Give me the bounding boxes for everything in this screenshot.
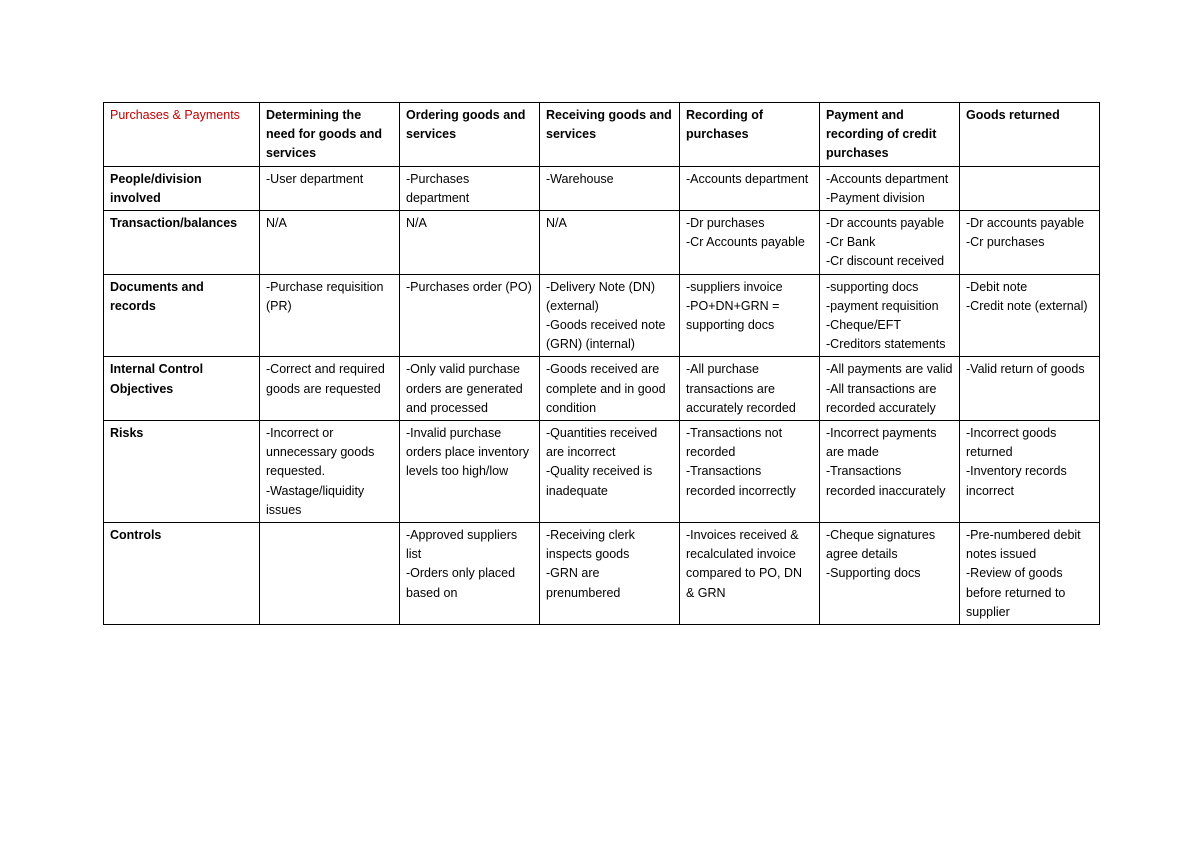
cell-text: -Cr Bank [826, 235, 876, 250]
cell-text: N/A [406, 216, 427, 231]
table-cell [680, 211, 820, 275]
cell-text: -Goods received note (GRN) (internal) [546, 318, 666, 352]
cell-text: -Cr discount received [826, 254, 945, 269]
cell-text: -Creditors statements [826, 337, 946, 352]
cell-text: N/A [546, 216, 567, 231]
cell-text: -Receiving clerk inspects goods [546, 528, 635, 562]
table-cell [540, 421, 680, 523]
table-cell [960, 166, 1100, 210]
cell-text: -Purchase requisition (PR) [266, 279, 384, 313]
table-cell [260, 421, 400, 523]
table-cell [960, 421, 1100, 523]
cell-text: -Transactions not recorded [686, 426, 783, 460]
cell-text: -Cheque/EFT [826, 318, 902, 333]
cell-text: -Approved suppliers list [406, 528, 518, 562]
table-row [104, 421, 1100, 523]
table-cell [540, 523, 680, 625]
table-cell [260, 166, 400, 210]
cell-text: -All payments are valid [826, 362, 953, 377]
table-row [104, 166, 1100, 210]
column-header-4: Recording of purchases [680, 103, 820, 167]
table-cell [680, 523, 820, 625]
table-cell [260, 274, 400, 357]
table-cell [400, 421, 540, 523]
row-label: People/division involved [104, 166, 260, 210]
cell-text: -Purchases order (PO) [406, 279, 532, 294]
cell-text: -Quantities received are incorrect [546, 426, 658, 460]
table-cell [680, 166, 820, 210]
table-cell [400, 166, 540, 210]
table-cell [960, 211, 1100, 275]
table-row [104, 211, 1100, 275]
table-cell [540, 211, 680, 275]
table-cell [960, 274, 1100, 357]
cell-text: -Cr Accounts payable [686, 235, 805, 250]
cell-text: -Accounts department [686, 171, 809, 186]
cell-text: -User department [266, 171, 364, 186]
cell-text: -Accounts department [826, 171, 949, 186]
cell-text: -Payment division [826, 190, 925, 205]
table-cell [400, 274, 540, 357]
cell-text: -Wastage/liquidity issues [266, 483, 365, 517]
row-label: Internal Control Objectives [104, 357, 260, 421]
column-header-6: Goods returned [960, 103, 1100, 167]
cell-text: -Delivery Note (DN)(external) [546, 279, 656, 313]
table-cell [820, 421, 960, 523]
cell-text: -Inventory records incorrect [966, 464, 1067, 498]
cell-text: -All transactions are recorded accurately [826, 381, 937, 415]
column-header-3: Receiving goods and services [540, 103, 680, 167]
table-cell [540, 357, 680, 421]
table-cell [260, 211, 400, 275]
cell-text: -GRN are prenumbered [546, 566, 621, 600]
table-cell [820, 357, 960, 421]
cell-text: -Dr accounts payable [966, 216, 1085, 231]
table-cell [820, 523, 960, 625]
table-cell [820, 166, 960, 210]
table-cell [400, 357, 540, 421]
cell-text: -Correct and required goods are requested [266, 362, 385, 396]
table-cell [260, 357, 400, 421]
table-title: Purchases & Payments [104, 103, 260, 167]
row-label: Documents and records [104, 274, 260, 357]
cell-text: -Transactions recorded incorrectly [686, 464, 796, 498]
cell-text: -Cheque signatures agree details [826, 528, 936, 562]
cell-text: -suppliers invoice [686, 279, 783, 294]
table-cell [260, 523, 400, 625]
cell-text: -Review of goods before returned to supplier [966, 566, 1066, 619]
table-cell [960, 523, 1100, 625]
cell-text: -supporting docs [826, 279, 919, 294]
cell-text: -Goods received are complete and in good condition [546, 362, 666, 415]
column-header-2: Ordering goods and services [400, 103, 540, 167]
row-label: Transaction/balances [104, 211, 260, 275]
row-label: Risks [104, 421, 260, 523]
header-row [104, 103, 1100, 167]
table-cell [820, 274, 960, 357]
cell-text: -Dr purchases [686, 216, 765, 231]
cell-text: -Only valid purchase orders are generated and processed [406, 362, 523, 415]
cell-text: -payment requisition [826, 298, 939, 313]
cell-text: -Pre-numbered debit notes issued [966, 528, 1081, 562]
table-cell [680, 357, 820, 421]
cell-text: -Supporting docs [826, 566, 921, 581]
cell-text: -Dr accounts payable [826, 216, 945, 231]
table-cell [400, 523, 540, 625]
cell-text: -Credit note (external) [966, 298, 1088, 313]
cell-text: N/A [266, 216, 287, 231]
cell-text: -Orders only placed based on [406, 566, 516, 600]
cell-text: -Invalid purchase orders place inventory levels too high/low [406, 426, 529, 479]
cell-text: -All purchase transactions are accurately recorded [686, 362, 796, 415]
cell-text: -PO+DN+GRN = supporting docs [686, 298, 780, 333]
cell-text: -Valid return of goods [966, 362, 1085, 377]
cell-text: -Warehouse [546, 171, 614, 186]
table-cell [960, 357, 1100, 421]
cell-text: -Incorrect or unnecessary goods requested. [266, 426, 375, 479]
cell-text: -Quality received is inadequate [546, 464, 653, 498]
purchases-payments-table [103, 102, 1100, 625]
table-row [104, 357, 1100, 421]
table-cell [540, 274, 680, 357]
table-row [104, 274, 1100, 357]
table-row [104, 523, 1100, 625]
row-label: Controls [104, 523, 260, 625]
cell-text: -Incorrect goods returned [966, 426, 1057, 460]
cell-text: -Incorrect payments are made [826, 426, 937, 460]
column-header-1: Determining the need for goods and services [260, 103, 400, 167]
cell-text: -Debit note [966, 279, 1028, 294]
table-cell [540, 166, 680, 210]
table-cell [680, 421, 820, 523]
cell-text: -Transactions recorded inaccurately [826, 464, 946, 498]
table-cell [680, 274, 820, 357]
table-cell [820, 211, 960, 275]
table-cell [400, 211, 540, 275]
cell-text: -Invoices received & recalculated invoice compared to PO, DN & GRN [686, 528, 803, 600]
cell-text: -Purchases department [406, 171, 470, 205]
table-body [104, 103, 1100, 625]
cell-text: -Cr purchases [966, 235, 1045, 250]
column-header-5: Payment and recording of credit purchases [820, 103, 960, 167]
